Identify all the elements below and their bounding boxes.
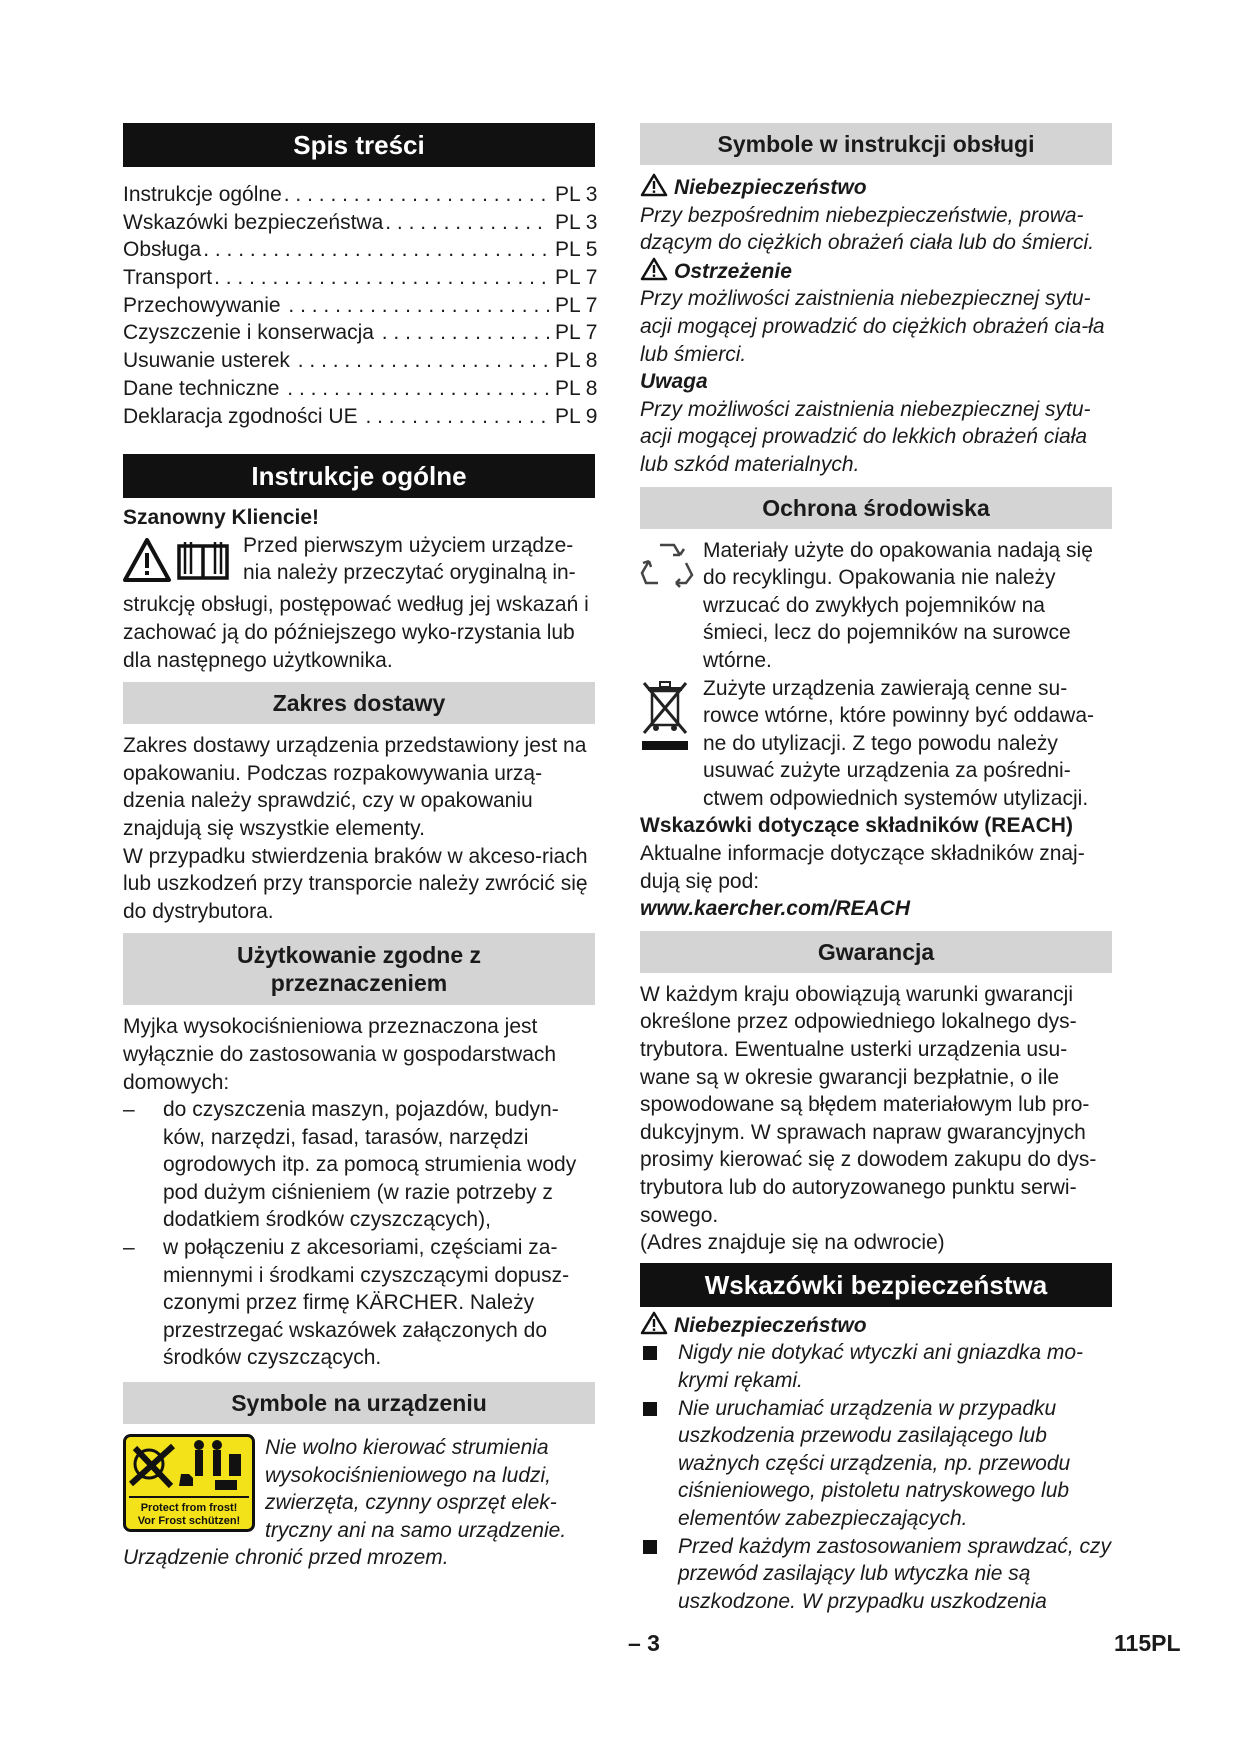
intended-use-paragraph: Myjka wysokociśnieniowa przeznaczona jest wyłącznie do zastosowania w gospodarstwach domowych: xyxy=(123,1015,557,1094)
toc-entry[interactable] xyxy=(123,264,598,292)
toc-entry[interactable] xyxy=(123,209,598,237)
square-bullet-icon xyxy=(643,1540,657,1554)
toc-entry-page: PL 3 xyxy=(555,183,598,206)
intro-text: strukcję obsługi, postępować według jej wskazań i zachować ją do późniejszego wyko-rzystania lub dla następnego użytkownika. xyxy=(123,593,589,672)
list-item: Przed każdym zastosowaniem sprawdzać, czy przewód zasilający lub wtyczka nie są uszkodzone. W przypadku uszkodzenia xyxy=(640,1533,1112,1616)
toc-entry-page: PL 8 xyxy=(555,349,598,373)
reach-text: Aktualne informacje dotyczące składników znaj-dują się pod: xyxy=(640,842,1085,893)
left-column xyxy=(123,123,598,1572)
toc-entry-page: PL 7 xyxy=(555,293,598,317)
warning-triangle-icon xyxy=(640,1311,668,1335)
intro-block xyxy=(123,532,595,592)
toc-entry[interactable] xyxy=(123,319,598,347)
delivery-heading: Zakres dostawy xyxy=(123,682,595,724)
environment-heading: Ochrona środowiska xyxy=(640,487,1112,529)
danger-text: Przy bezpośrednim niebezpieczeństwie, prowa-dzącym do ciężkich obrażeń ciała lub do śmierci. xyxy=(640,203,1095,255)
toc-entry[interactable] xyxy=(123,403,598,431)
warranty-paragraph: W każdym kraju obowiązują warunki gwarancji określone przez odpowiedniego lokalnego dys-trybutora. Ewentualne usterki urządzenia usu-wane są w okresie gwarancji bezpłatnie, o ile spowodowane są błędem materiałowym lub pro-dukcyjnym. W sprawach napraw gwarancyjnych prosimy kierować się z dowodem zakupu do dys-trybutora lub do autoryzowanego punktu serwi-sowego. xyxy=(640,982,1097,1227)
toc-heading: Spis treści xyxy=(123,123,595,167)
warning-label: Ostrzeżenie xyxy=(640,257,1112,286)
toc-entry-page: PL 5 xyxy=(555,238,598,262)
page-number: – 3 xyxy=(628,1630,660,1656)
toc-entry-title: Dane techniczne xyxy=(123,376,286,400)
warning-triangle-icon xyxy=(640,257,668,281)
frost-text: Urządzenie chronić przed mrozem. xyxy=(123,1546,449,1570)
toc-entry-title: Instrukcje ogólne xyxy=(123,183,282,206)
caution-label: Uwaga xyxy=(640,370,708,394)
list-item: Nigdy nie dotykać wtyczki ani gniazdka mo-krymi rękami. xyxy=(640,1339,1112,1394)
page-code: 115PL xyxy=(1114,1630,1181,1656)
weee-text: Zużyte urządzenia zawierają cenne su-rowce wtórne, które powinny być oddawa-ne do utylizacji. Z tego powodu należy usuwać zużyte urządzenia za pośredni-ctwem odpowiednich systemów utylizacji. xyxy=(703,676,1095,810)
toc-entry-page: PL 7 xyxy=(555,321,598,345)
delivery-paragraph: Zakres dostawy urządzenia przedstawiony jest na opakowaniu. Podczas rozpakowywania urzą-dzenia należy sprawdzić, czy w opakowaniu znajdują się wszystkie elementy. xyxy=(123,734,587,840)
read-manual-icon xyxy=(123,532,243,592)
toc-entry-title: Przechowywanie xyxy=(123,293,287,317)
toc-entry-title: Czyszczenie i konserwacja xyxy=(123,321,380,345)
toc-entry-page: PL 9 xyxy=(555,404,598,428)
safety-heading: Wskazówki bezpieczeństwa xyxy=(640,1263,1112,1307)
warranty-address-note: (Adres znajduje się na odwrocie) xyxy=(640,1231,945,1255)
greeting: Szanowny Kliencie! xyxy=(123,506,320,530)
crossed-bin-icon xyxy=(640,675,703,813)
manual-symbols-heading: Symbole w instrukcji obsługi xyxy=(640,123,1112,165)
recycling-text: Materiały użyte do opakowania nadają się do recyklingu. Opakowania nie należy wrzucać do zwykłych pojemników na śmieci, lecz do pojemników na surowce wtórne. xyxy=(703,538,1093,672)
safety-danger-label: Niebezpieczeństwo xyxy=(640,1311,1112,1340)
toc-entry-title: Wskazówki bezpieczeństwa xyxy=(123,210,384,234)
toc-entry[interactable] xyxy=(123,181,598,209)
table-of-contents xyxy=(123,181,598,430)
square-bullet-icon xyxy=(643,1346,657,1360)
reach-link[interactable]: www.kaercher.com/REACH xyxy=(640,897,910,921)
toc-entry-page: PL 8 xyxy=(555,376,598,400)
recycle-icon xyxy=(640,537,703,675)
warranty-heading: Gwarancja xyxy=(640,931,1112,973)
device-symbols-heading: Symbole na urządzeniu xyxy=(123,1382,595,1424)
weee-block xyxy=(640,675,1112,813)
intro-line: Przed pierwszym użyciem urządze- xyxy=(243,533,574,557)
toc-entry[interactable] xyxy=(123,347,598,375)
list-item: – w połączeniu z akcesoriami, częściami za-miennymi i środkami czyszczącymi dopusz-czonymi przez firmę KÄRCHER. Należy przestrzegać wskazówek załączonych do środków czyszczących. xyxy=(123,1236,570,1370)
caution-text: Przy możliwości zaistnienia niebezpiecznej sytu-acji mogącej prowadzić do lekkich obrażeń ciała lub szkód materialnych. xyxy=(640,397,1091,476)
frost-warning-sticker xyxy=(123,1434,265,1544)
device-symbol-block xyxy=(123,1434,595,1544)
toc-entry[interactable] xyxy=(123,292,598,320)
intro-line: nia należy przeczytać oryginalną in- xyxy=(243,561,576,585)
delivery-paragraph: W przypadku stwierdzenia braków w akceso-riach lub uszkodzeń przy transporcie należy zwrócić się do dystrybutora. xyxy=(123,844,588,923)
intended-use-heading: Użytkowanie zgodne z przeznaczeniem xyxy=(123,933,595,1005)
recycling-block xyxy=(640,537,1112,675)
warning-triangle-icon xyxy=(640,173,668,197)
svg-text:Protect from frost!: Protect from frost! xyxy=(140,1502,238,1515)
right-column xyxy=(640,123,1112,1615)
toc-entry[interactable] xyxy=(123,375,598,403)
toc-entry-page: PL 3 xyxy=(555,210,598,234)
toc-entry-title: Usuwanie usterek xyxy=(123,349,296,373)
svg-text:Vor Frost schützen!: Vor Frost schützen! xyxy=(137,1515,241,1528)
danger-label: Niebezpieczeństwo xyxy=(640,173,1112,202)
general-heading: Instrukcje ogólne xyxy=(123,454,595,498)
device-symbol-text: Nie wolno kierować strumienia wysokociśnieniowego na ludzi, zwierzęta, czynny osprzęt elek-tryczny ani na samo urządzenie. xyxy=(265,1436,567,1542)
list-item: – do czyszczenia maszyn, pojazdów, budyn-ków, narzędzi, fasad, tarasów, narzędzi ogrodowych itp. za pomocą strumienia wody pod dużym ciśnieniem (w razie potrzeby z dodatkiem środków czyszczących), xyxy=(123,1098,577,1232)
toc-entry-page: PL 7 xyxy=(555,266,598,290)
warning-text: Przy możliwości zaistnienia niebezpiecznej sytu-acji mogącej prowadzić do ciężkich obrażeń cia-ła lub śmierci. xyxy=(640,287,1105,366)
list-item: Nie uruchamiać urządzenia w przypadku uszkodzenia przewodu zasilającego lub ważnych części urządzenia, np. przewodu ciśnieniowego, pistoletu natryskowego lub elementów zabezpieczających. xyxy=(640,1395,1112,1533)
toc-entry-title: Deklaracja zgodności UE xyxy=(123,404,364,428)
toc-entry[interactable] xyxy=(123,236,598,264)
square-bullet-icon xyxy=(643,1402,657,1416)
reach-heading: Wskazówki dotyczące składników (REACH) xyxy=(640,814,1073,838)
toc-entry-title: Obsługa xyxy=(123,238,202,262)
toc-entry-title: Transport xyxy=(123,266,213,290)
